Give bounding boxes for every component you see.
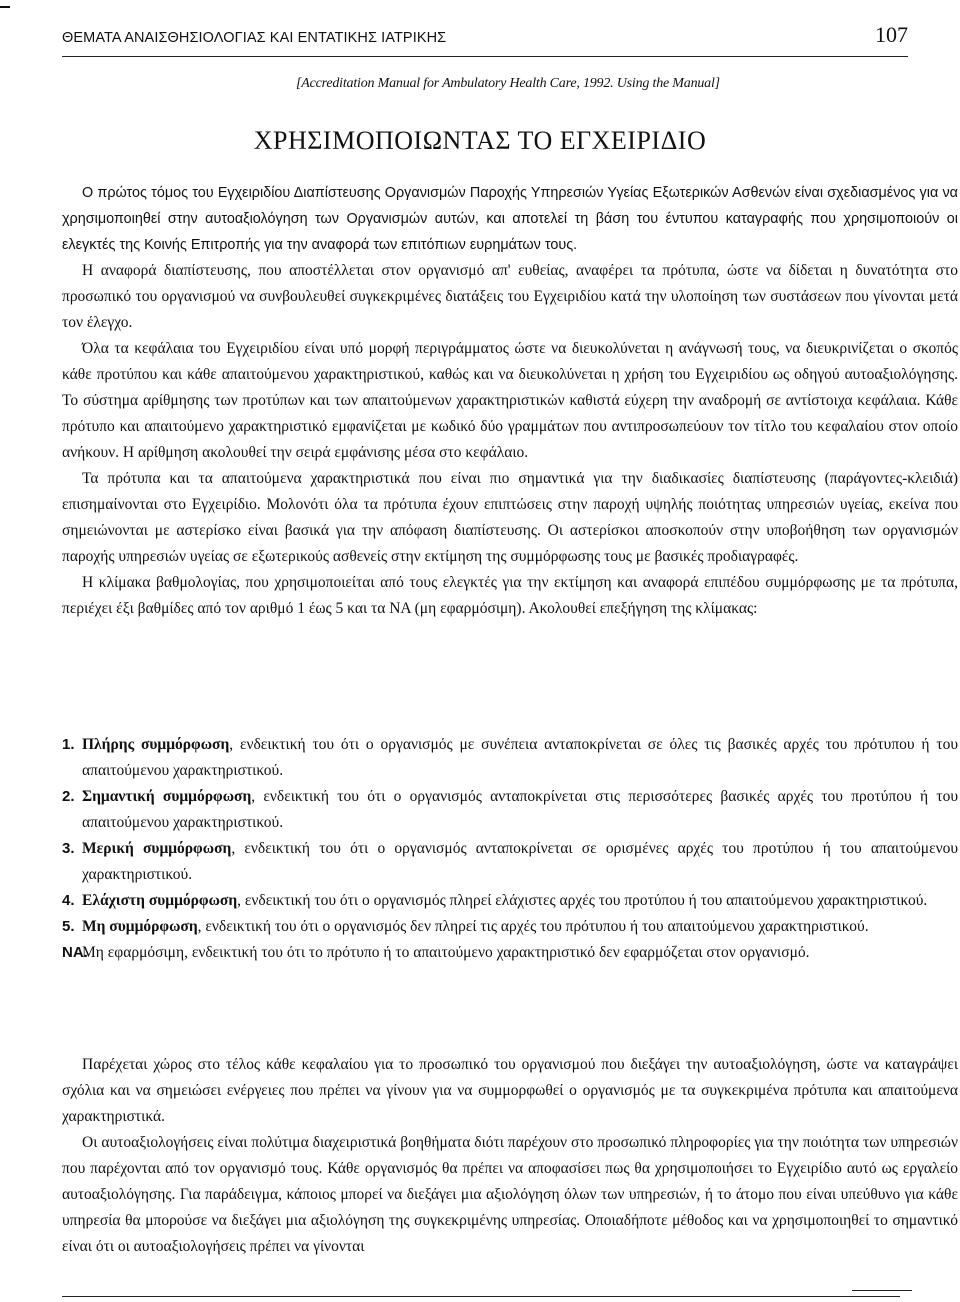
header-rule [62,56,908,57]
paragraph: Η κλίμακα βαθμολογίας, που χρησιμοποιείται από τους ελεγκτές για την εκτίμηση και αναφορά επιπέδου συμμόρφωσης με τα πρότυπα, περιέχει έξι βαθμίδες από τον αριθμό 1 έως 5 και τα ΝΑ (μη εφαρμόσιμη). Ακολουθεί επεξήγηση της κλίμακας: [62,574,958,617]
item-term: Μερική συμμόρφωση [82,840,232,857]
item-number: 2. [62,788,75,805]
item-text: , ενδεικτική του ότι ο οργανισμός ανταποκρίνεται σε ορισμένες αρχές του προτύπου ή του απαιτούμενου χαρακτηριστικού. [82,840,959,883]
running-title: ΘΕΜΑΤΑ ΑΝΑΙΣΘΗΣΙΟΛΟΓΙΑΣ ΚΑΙ ΕΝΤΑΤΙΚΗΣ ΙΑΤΡΙΚΗΣ [62,30,447,46]
footer-rule-short [852,1290,912,1291]
list-item [62,836,958,888]
paragraph: Τα πρότυπα και τα απαιτούμενα χαρακτηριστικά που είναι πιο σημαντικά για την διαδικασίες διαπίστευσης (παράγοντες-κλειδιά) επισημαίνονται στο Εγχειρίδιο. Μολονότι όλα τα πρότυπα έχουν επιπτώσεις στην παροχή υψηλής ποιότητας υπηρεσιών υγείας, εκείνα που σημειώνονται με αστερίσκο είναι βασικά για την απόφαση διαπίστευσης. Οι αστερίσκοι αποσκοπούν στην υποβοήθηση των οργανισμών παροχής υπηρεσιών υγείας σε εξωτερικούς ασθενείς στην εκτίμηση της συμμόρφωσης τους με βασικές προδιαγραφές. [62,470,958,565]
paragraph: Η αναφορά διαπίστευσης, που αποστέλλεται στον οργανισμό απ' ευθείας, αναφέρει τα πρότυπα, ώστε να δίδεται η δυνατότητα στο προσωπικό του οργανισμού να συνβουλευθεί συγκεκριμένες διατάξεις του Εγχειριδίου κατά την υλοποίηση των συστάσεων που γίνονται μετά τον έλεγχο. [62,262,958,331]
list-item [62,888,958,914]
page-title: ΧΡΗΣΙΜΟΠΟΙΩΝΤΑΣ ΤΟ ΕΓΧΕΙΡΙΔΙΟ [253,126,707,155]
item-number: 3. [62,840,75,857]
item-text: , ενδεικτική του ότι ο οργανισμός πληρεί ελάχιστες αρχές του προτύπου ή του απαιτούμενου χαρακτηριστικού. [237,892,928,909]
item-term: Μη συμμόρφωση [82,918,198,935]
item-number: 5. [62,918,75,935]
paragraph: Παρέχεται χώρος στο τέλος κάθε κεφαλαίου για το προσωπικό του οργανισμού που διεξάγει την αυτοαξιολόγηση, ώστε να καταγράψει σχόλια και να σημειώσει ενέργειες που πρέπει να γίνουν για να συμμορφωθεί ο οργανισμός με τα συγκεκριμένα πρότυπα και απαιτούμενα χαρακτηριστικά. [62,1056,958,1125]
item-term: Πλήρης συμμόρφωση [82,736,230,753]
rating-scale-list [62,732,958,966]
item-number: 4. [62,892,75,909]
item-number: ΝΑ. [62,944,88,961]
item-text: , ενδεικτική του ότι ο οργανισμός ανταποκρίνεται στις περισσότερες βασικές αρχές του προτύπου ή του απαιτούμενου χαρακτηριστικού. [82,788,958,831]
footer-rule [62,1296,900,1297]
corner-mark [0,6,10,8]
list-item [62,940,958,966]
list-item [62,732,958,784]
item-number: 1. [62,736,75,753]
list-item [62,914,958,940]
source-note: [Accreditation Manual for Ambulatory Health Care, 1992. Using the Manual] [296,76,720,91]
list-item [62,784,958,836]
page-number: 107 [875,22,908,47]
paragraph: Όλα τα κεφάλαια του Εγχειριδίου είναι υπό μορφή περιγράμματος ώστε να διευκολύνεται η ανάγνωσή τους, να διευκρινίζεται ο σκοπός κάθε προτύπου και κάθε απαιτούμενου χαρακτηριστικού, καθώς και να διευκολύνεται η χρήση του Εγχειριδίου ως οδηγού αυτοαξιολόγησης. Το σύστημα αρίθμησης των προτύπων και των απαιτούμενων χαρακτηριστικών καθιστά εύχερη την αναδρομή σε αντίστοιχα κεφάλαια. Κάθε πρότυπο και απαιτούμενο χαρακτηριστικό εμφανίζεται με κωδικό δύο γραμμάτων που αντιπροσωπεύουν τον τίτλο του κεφαλαίου στον οποίο ανήκουν. Η αρίθμηση ακολουθεί την σειρά εμφάνισης μέσα στο κεφάλαιο. [62,340,958,461]
item-text: Μη εφαρμόσιμη, ενδεικτική του ότι το πρότυπο ή το απαιτούμενο χαρακτηριστικό δεν εφαρμόζεται στον οργανισμό. [82,944,810,961]
body-section [62,258,958,622]
item-text: , ενδεικτική του ότι ο οργανισμός με συνέπεια ανταποκρίνεται σε όλες τις βασικές αρχές του πρότυπου ή του απαιτούμενου χαρακτηριστικού. [82,736,958,779]
intro-section [62,180,958,258]
closing-section [62,1052,958,1260]
paragraph: Οι αυτοαξιολογήσεις είναι πολύτιμα διαχειριστικά βοηθήματα διότι παρέχουν στο προσωπικό πληροφορίες για την ποιότητα των υπηρεσιών που παρέχονται από τον οργανισμό τους. Κάθε οργανισμός θα πρέπει να αποφασίσει πως θα χρησιμοποιήσει το Εγχειρίδιο αυτό ως εργαλείο αυτοαξιολόγησης. Για παράδειγμα, κάποιος μπορεί να διεξάγει μια αξιολόγηση όλων των υπηρεσιών, ή το άτομο που είναι υπεύθυνο για κάθε υπηρεσία θα μπορούσε να διεξάγει μια αξιολόγηση της συγκεκριμένης υπηρεσίας. Οποιαδήποτε μέθοδος και να χρησιμοποιηθεί το σημαντικό είναι ότι οι αυτοαξιολογήσεις πρέπει να γίνονται [62,1134,958,1255]
paragraph: Ο πρώτος τόμος του Εγχειριδίου Διαπίστευσης Οργανισμών Παροχής Υπηρεσιών Υγείας Εξωτερικών Ασθενών είναι σχεδιασμένος για να χρησιμοποιηθεί στην αυτοαξιολόγηση των Οργανισμών αυτών, και αποτελεί τη βάση του έντυπου καταγραφής που χρησιμοποιούν οι ελεγκτές της Κοινής Επιτροπής για την αναφορά των επιτόπιων ευρημάτων τους. [62,185,958,253]
page-header [62,22,908,58]
item-term: Ελάχιστη συμμόρφωση [82,892,238,909]
item-text: , ενδεικτική του ότι ο οργανισμός δεν πληρεί τις αρχές του πρότυπου ή του απαιτούμενου χαρακτηριστικού. [197,918,869,935]
item-term: Σημαντική συμμόρφωση [82,788,252,805]
